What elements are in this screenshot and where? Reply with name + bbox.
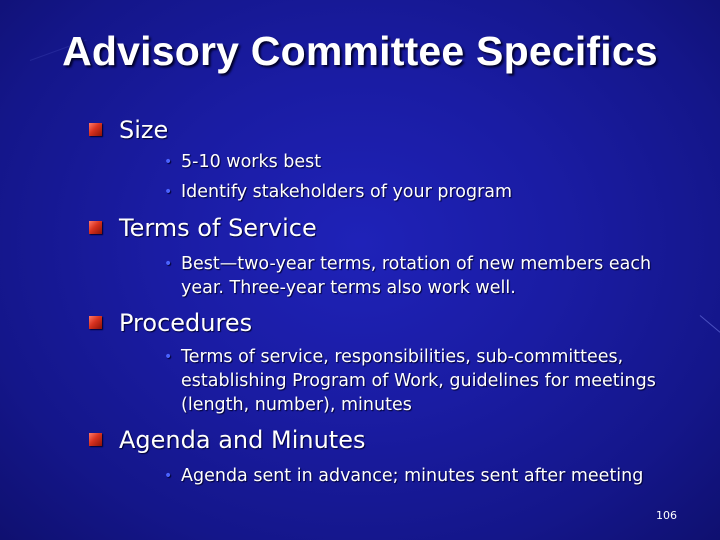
red-square-bullet-icon — [89, 221, 102, 234]
bullet-text: Agenda sent in advance; minutes sent after meeting — [181, 466, 644, 486]
bullet-text-line: establishing Program of Work, guidelines for meetings — [181, 371, 656, 391]
bullet-text-line: year. Three-year terms also work well. — [181, 278, 516, 298]
section-heading: Agenda and Minutes — [119, 426, 366, 454]
bullet-item — [164, 252, 651, 300]
bullet-text: Identify stakeholders of your program — [181, 182, 513, 202]
page-number: 106 — [656, 509, 677, 522]
section-heading: Procedures — [119, 309, 253, 337]
bullet-list — [164, 252, 651, 306]
bullet-item — [164, 150, 512, 174]
bullet-text-line: Terms of service, responsibilities, sub-committees, — [181, 347, 624, 367]
bullet-text-line: Best—two-year terms, rotation of new members each — [181, 254, 652, 274]
bullet-dot-icon: • — [164, 154, 173, 170]
section-heading: Size — [119, 116, 169, 144]
slide-title: Advisory Committee Specifics — [62, 28, 658, 74]
bullet-dot-icon: • — [164, 349, 173, 365]
bullet-item — [164, 180, 512, 204]
red-square-bullet-icon — [89, 433, 102, 446]
section-heading: Terms of Service — [119, 214, 317, 242]
bullet-text: 5-10 works best — [181, 152, 322, 172]
bullet-text-line: (length, number), minutes — [181, 395, 412, 415]
bullet-item — [164, 345, 656, 417]
bullet-list — [164, 464, 643, 494]
red-square-bullet-icon — [89, 123, 102, 136]
bullet-item — [164, 464, 643, 488]
red-square-bullet-icon — [89, 316, 102, 329]
bullet-dot-icon: • — [164, 468, 173, 484]
bullet-dot-icon: • — [164, 256, 173, 272]
bullet-dot-icon: • — [164, 184, 173, 200]
bullet-list — [164, 345, 656, 423]
bullet-list — [164, 150, 512, 210]
background-streak — [700, 315, 720, 335]
